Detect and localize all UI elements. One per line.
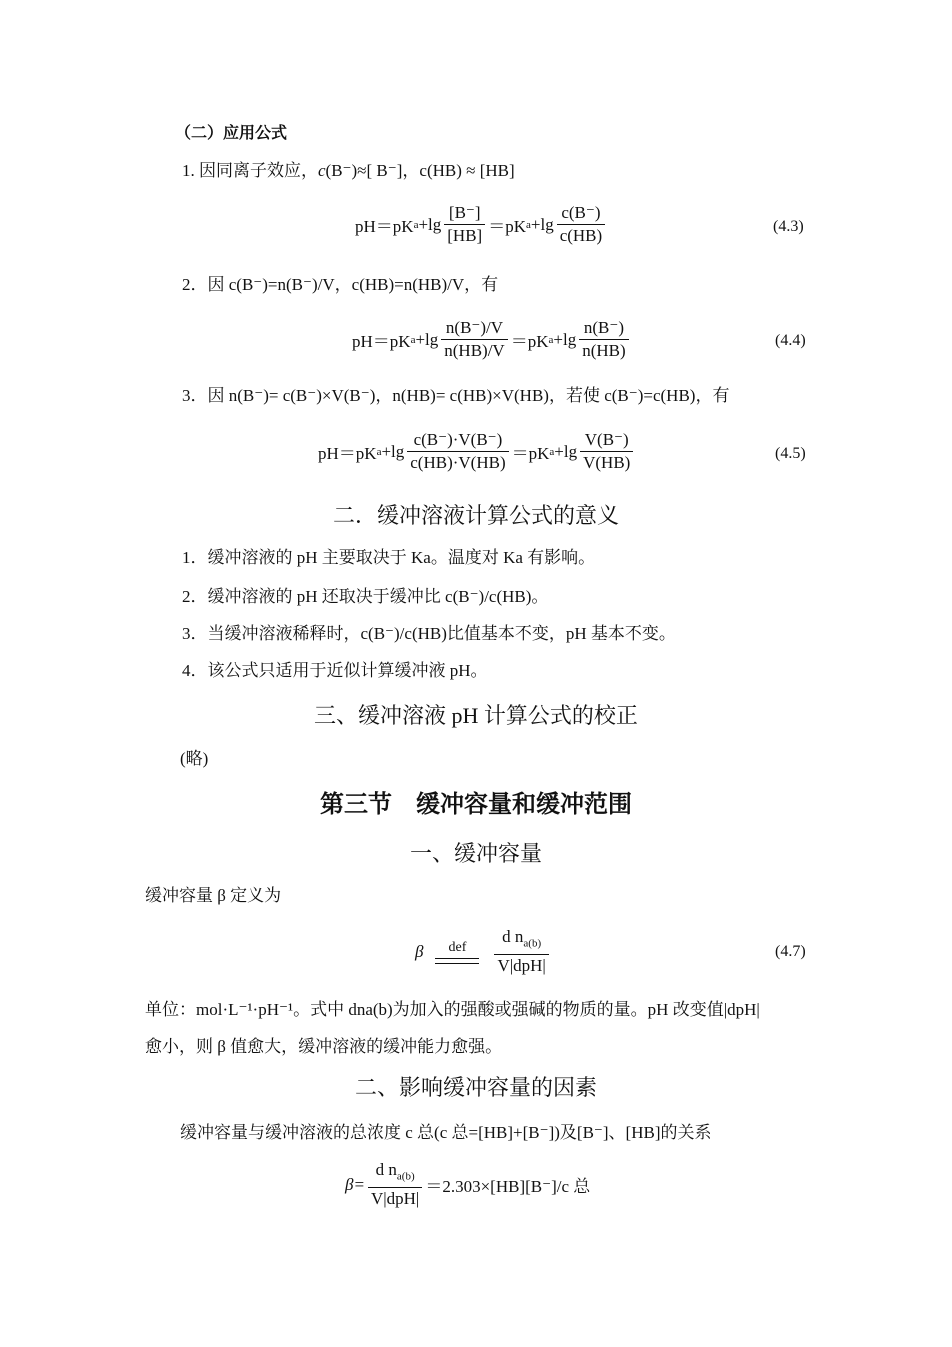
meaning-item-1: 1．缓冲溶液的 pH 主要取决于 Ka。温度对 Ka 有影响。	[182, 548, 596, 567]
eq45-den1: c(HB)·V(HB)	[407, 451, 508, 473]
heading-correction: 三、缓冲溶液 pH 计算公式的校正	[314, 703, 638, 728]
eq43-lg2: +lg	[530, 214, 554, 234]
eq44-sub-a2: a	[548, 333, 554, 346]
eq-last-num: d $n_{a(b)}$	[375, 1160, 415, 1183]
item-1-c: c	[318, 161, 326, 180]
meaning-item-2: 2．缓冲溶液的 pH 还取决于缓冲比 c(B⁻)/c(HB)。	[182, 587, 549, 606]
eq45-num2: V(B⁻)	[584, 430, 629, 449]
eq44-den1: n(HB)/V	[441, 339, 507, 361]
equation-4-5	[318, 430, 636, 473]
eq44-lg2: +lg	[553, 329, 577, 349]
eq47-frac	[494, 927, 548, 976]
equation-4-7	[415, 927, 552, 976]
eq43-lhs: pH＝pK	[355, 217, 414, 236]
eq45-lhs: pH＝pK	[318, 444, 377, 463]
eq47-num: d $n_{a(b)}$	[502, 927, 542, 950]
item-3-text: 3．因 n(B⁻)= c(B⁻)×V(B⁻)，n(HB)= c(HB)×V(HB)，若使 c(B⁻)=c(HB)，有	[182, 386, 730, 405]
heading-meaning: 二．缓冲溶液计算公式的意义	[332, 503, 619, 528]
eq47-def-label: def	[448, 939, 467, 955]
eq45-frac1	[407, 430, 508, 473]
equation-4-3	[355, 203, 608, 246]
eq43-den1: [HB]	[444, 224, 485, 246]
eq47-den: V|dpH|	[494, 954, 548, 976]
eq44-num2: n(B⁻)	[583, 318, 624, 337]
eq43-num2: c(B⁻)	[561, 203, 601, 222]
eq43-den2: c(HB)	[557, 224, 605, 246]
eq45-num1: c(B⁻)·V(B⁻)	[413, 430, 503, 449]
unit-line-2: 愈小，则 β 值愈大，缓冲溶液的缓冲能力愈强。	[145, 1037, 503, 1056]
eq45-sub-a2: a	[549, 445, 555, 458]
eq43-sub-a2: a	[526, 218, 531, 231]
eq44-num1: n(B⁻)/V	[445, 318, 504, 337]
eq44-frac1	[441, 318, 507, 361]
meaning-item-4: 4．该公式只适用于近似计算缓冲液 pH。	[182, 661, 488, 680]
eq44-lg: +lg	[415, 329, 439, 349]
equation-number-4-3: (4.3)	[773, 218, 804, 235]
heading-factors: 二、影响缓冲容量的因素	[354, 1075, 597, 1100]
item-1-prefix: 1. 因同离子效应，	[182, 161, 318, 180]
eq44-sub-a: a	[410, 333, 416, 346]
eq43-mid: ＝pK	[488, 217, 526, 236]
eq-last-lhs: β=	[345, 1174, 365, 1194]
eq43-num1: [B⁻]	[448, 203, 481, 222]
item-1-text	[182, 160, 515, 182]
equation-number-4-7: (4.7)	[775, 943, 806, 960]
eq44-mid: ＝pK	[510, 332, 549, 351]
unit-line-1: 单位：mol·L⁻¹·pH⁻¹。式中 dna(b)为加入的强酸或强碱的物质的量。pH 改变值|dpH|	[145, 1000, 760, 1019]
eq43-frac2	[557, 203, 605, 246]
eq43-sub-a: a	[413, 218, 419, 231]
eq-last-frac	[368, 1160, 422, 1209]
eq44-frac2	[579, 318, 628, 361]
item-2-text: 2．因 c(B⁻)=n(B⁻)/V，c(HB)=n(HB)/V，有	[182, 275, 499, 294]
eq44-lhs: pH＝pK	[352, 332, 411, 351]
eq-last-rhs: ＝2.303×[HB][B⁻]/c 总	[425, 1177, 591, 1197]
eq45-lg2: +lg	[554, 441, 578, 461]
section-title: 第三节 缓冲容量和缓冲范围	[320, 790, 632, 818]
eq47-beta: β	[415, 941, 424, 961]
meaning-item-3: 3．当缓冲溶液稀释时，c(B⁻)/c(HB)比值基本不变，pH 基本不变。	[182, 624, 676, 643]
heading-buffer-capacity: 一、缓冲容量	[409, 841, 542, 866]
equation-number-4-4: (4.4)	[775, 332, 806, 349]
eq45-den2: V(HB)	[580, 451, 633, 473]
eq47-def-symbol	[435, 940, 479, 964]
subsection-heading: （二）应用公式	[175, 123, 288, 142]
definition-text: 缓冲容量 β 定义为	[145, 886, 282, 905]
item-1-rest: (B⁻)≈[ B⁻]，c(HB) ≈ [HB]	[325, 161, 515, 180]
eq44-den2: n(HB)	[579, 339, 628, 361]
eq45-lg: +lg	[381, 441, 405, 461]
eq-last-den: V|dpH|	[368, 1187, 422, 1209]
omitted-note: (略)	[180, 749, 209, 768]
eq45-mid: ＝pK	[511, 444, 550, 463]
equation-number-4-5: (4.5)	[775, 445, 806, 462]
equation-4-4	[352, 318, 632, 361]
equation-beta	[345, 1160, 590, 1209]
eq45-frac2	[580, 430, 633, 473]
eq43-lg: +lg	[418, 214, 442, 234]
eq43-frac1	[444, 203, 485, 246]
factor-text: 缓冲容量与缓冲溶液的总浓度 c 总(c 总=[HB]+[B⁻])及[B⁻]、[HB]的关系	[180, 1123, 712, 1142]
eq45-sub-a: a	[376, 445, 382, 458]
